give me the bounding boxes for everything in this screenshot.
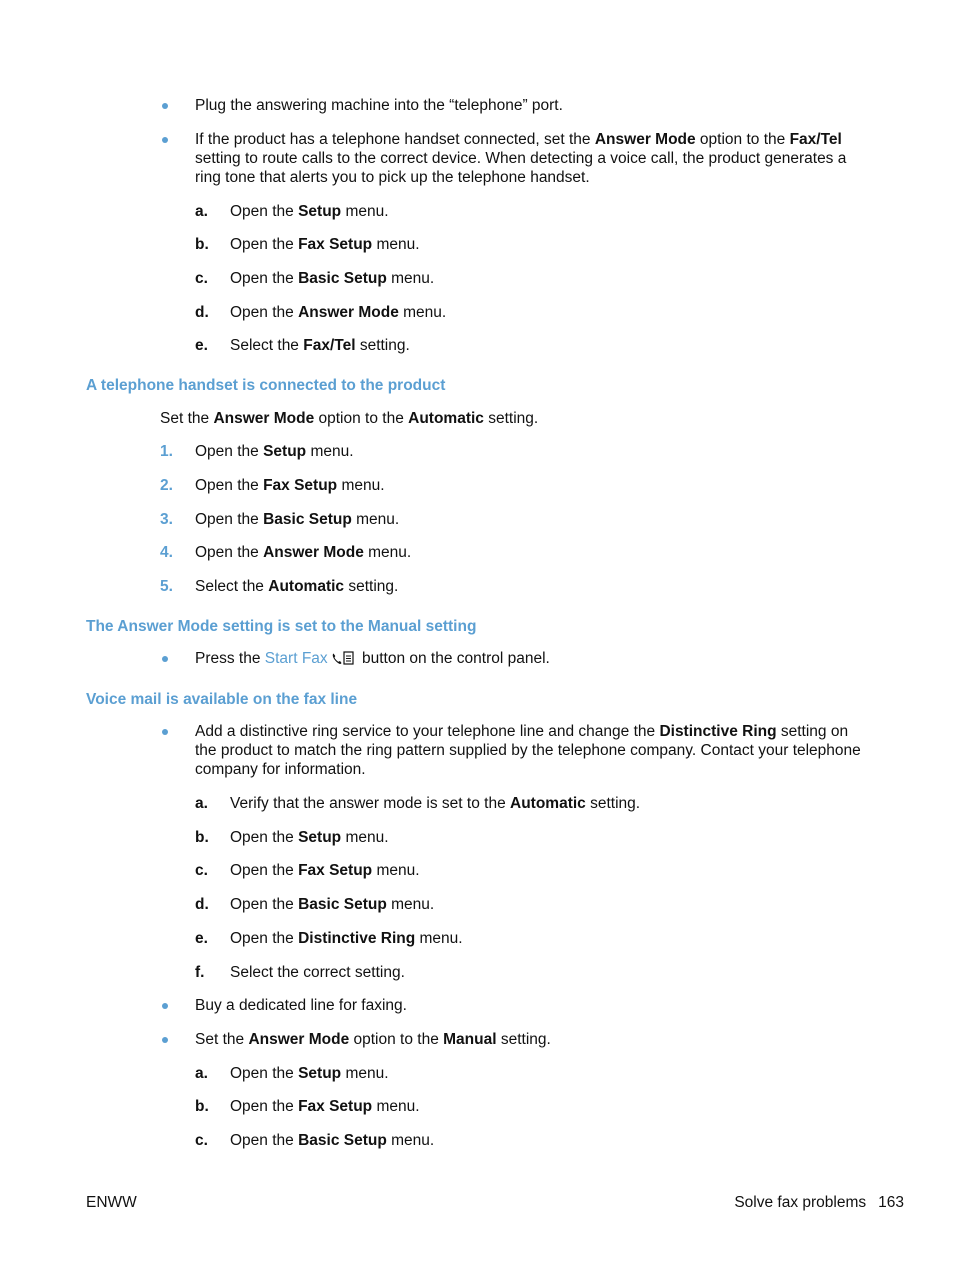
step-letter: c.	[195, 270, 208, 287]
step-text: Open the Distinctive Ring menu.	[230, 930, 463, 947]
step-text: Open the Basic Setup menu.	[230, 896, 435, 913]
bullet-text: Plug the answering machine into the “telephone” port.	[195, 97, 563, 114]
bullet-text: If the product has a telephone handset connected, set the Answer Mode option to the Fax/Tel	[195, 131, 842, 148]
step-number: 2.	[160, 477, 173, 494]
footer-left: ENWW	[86, 1194, 137, 1211]
step-number: 3.	[160, 511, 173, 528]
step-text: Open the Setup menu.	[230, 1065, 389, 1082]
step-text: Select the Fax/Tel setting.	[230, 337, 410, 354]
bullet-text-line: ring tone that alerts you to pick up the telephone handset.	[195, 169, 590, 186]
step-text: Open the Setup menu.	[230, 829, 389, 846]
step-number: 4.	[160, 544, 173, 561]
bullet-text: Set the Answer Mode option to the Manual setting.	[195, 1031, 551, 1048]
bullet-text-line: the product to match the ring pattern supplied by the telephone company. Contact your telephone	[195, 742, 861, 759]
bullet-marker	[162, 1003, 168, 1009]
bullet-marker	[162, 137, 168, 143]
bullet-text: Press the Start Fax button on the control panel.	[195, 650, 550, 667]
step-text: Open the Answer Mode menu.	[230, 304, 447, 321]
step-letter: b.	[195, 236, 209, 253]
bullet-text-line: setting to route calls to the correct device. When detecting a voice call, the product generates a	[195, 150, 847, 167]
step-text: Open the Setup menu.	[195, 443, 354, 460]
step-letter: e.	[195, 337, 208, 354]
section-heading: Voice mail is available on the fax line	[86, 691, 358, 708]
step-letter: a.	[195, 795, 208, 812]
footer-right	[734, 1193, 904, 1212]
bullet-marker	[162, 729, 168, 735]
section-heading: A telephone handset is connected to the product	[86, 377, 446, 394]
step-letter: a.	[195, 203, 208, 220]
step-letter: c.	[195, 1132, 208, 1149]
bullet-text-line: company for information.	[195, 761, 366, 778]
step-text: Select the Automatic setting.	[195, 578, 399, 595]
step-text: Select the correct setting.	[230, 964, 405, 981]
step-text: Verify that the answer mode is set to the Automatic setting.	[230, 795, 641, 812]
step-text: Open the Basic Setup menu.	[230, 1132, 435, 1149]
step-letter: f.	[195, 964, 205, 981]
step-number: 1.	[160, 443, 173, 460]
step-text: Open the Fax Setup menu.	[230, 862, 420, 879]
step-letter: b.	[195, 829, 209, 846]
bullet-text: Add a distinctive ring service to your telephone line and change the Distinctive Ring setting on	[195, 723, 849, 740]
bullet-marker	[162, 1037, 168, 1043]
section-heading: The Answer Mode setting is set to the Manual setting	[86, 618, 477, 635]
step-text: Open the Basic Setup menu.	[230, 270, 435, 287]
step-text: Open the Fax Setup menu.	[195, 477, 385, 494]
step-text: Open the Setup menu.	[230, 203, 389, 220]
page-number: 163	[878, 1194, 904, 1211]
step-letter: e.	[195, 930, 208, 947]
bullet-text: Buy a dedicated line for faxing.	[195, 997, 407, 1014]
step-letter: b.	[195, 1098, 209, 1115]
start-fax-icon	[330, 650, 356, 666]
step-letter: d.	[195, 304, 209, 321]
step-text: Open the Answer Mode menu.	[195, 544, 412, 561]
section-intro: Set the Answer Mode option to the Automatic setting.	[160, 410, 539, 427]
step-letter: d.	[195, 896, 209, 913]
step-text: Open the Fax Setup menu.	[230, 236, 420, 253]
step-letter: c.	[195, 862, 208, 879]
step-text: Open the Fax Setup menu.	[230, 1098, 420, 1115]
step-number: 5.	[160, 578, 173, 595]
step-letter: a.	[195, 1065, 208, 1082]
step-text: Open the Basic Setup menu.	[195, 511, 400, 528]
start-fax-link[interactable]: Start Fax	[264, 650, 328, 667]
bullet-marker	[162, 103, 168, 109]
bullet-marker	[162, 656, 168, 662]
footer-section-title: Solve fax problems	[734, 1194, 867, 1211]
